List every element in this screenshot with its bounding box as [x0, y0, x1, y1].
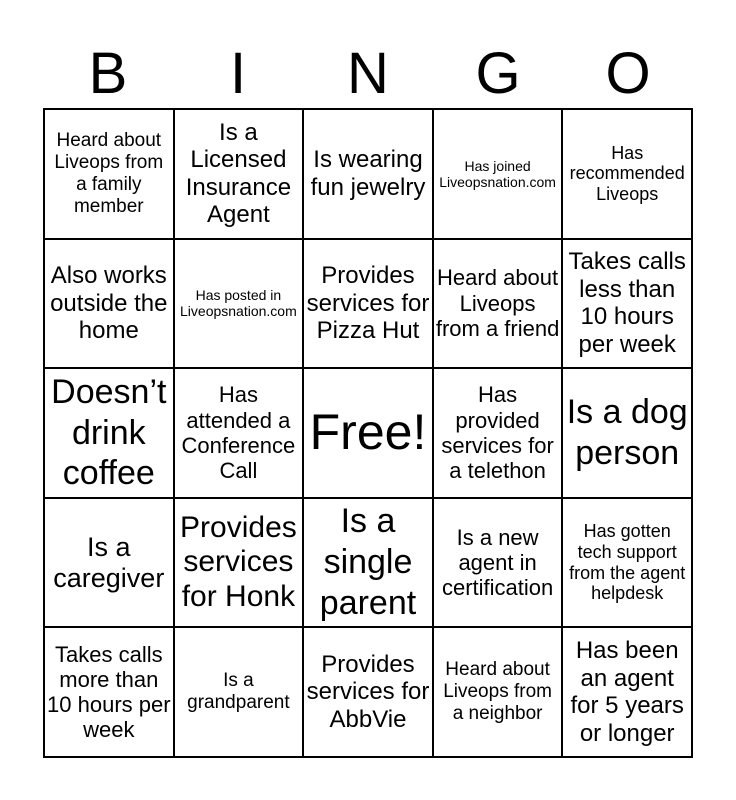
bingo-cell[interactable]: Also works outside the home: [44, 239, 174, 369]
header-letter-n: N: [347, 41, 389, 106]
bingo-cell[interactable]: Is a dog person: [562, 368, 692, 498]
bingo-cell[interactable]: Has posted in Liveopsnation.com: [174, 239, 304, 369]
bingo-cell[interactable]: Has gotten tech support from the agent helpdesk: [562, 498, 692, 628]
bingo-header: [43, 40, 693, 108]
bingo-cell[interactable]: Takes calls less than 10 hours per week: [562, 239, 692, 369]
bingo-cell[interactable]: Is a grandparent: [174, 627, 304, 757]
bingo-cell[interactable]: Has attended a Conference Call: [174, 368, 304, 498]
bingo-cell[interactable]: Has recommended Liveops: [562, 109, 692, 239]
bingo-cell[interactable]: Has provided services for a telethon: [433, 368, 563, 498]
header-letter-g: G: [475, 41, 521, 106]
bingo-cell[interactable]: Is wearing fun jewelry: [303, 109, 433, 239]
header-letter-b: B: [88, 41, 128, 106]
header-letter-i: I: [229, 41, 247, 106]
header-letter-o: O: [605, 41, 651, 106]
bingo-cell[interactable]: Provides services for Honk: [174, 498, 304, 628]
bingo-cell[interactable]: Takes calls more than 10 hours per week: [44, 627, 174, 757]
bingo-cell[interactable]: Is a Licensed Insurance Agent: [174, 109, 304, 239]
bingo-cell[interactable]: Heard about Liveops from a neighbor: [433, 627, 563, 757]
bingo-cell[interactable]: Doesn’t drink coffee: [44, 368, 174, 498]
bingo-cell[interactable]: Is a caregiver: [44, 498, 174, 628]
bingo-cell[interactable]: Has been an agent for 5 years or longer: [562, 627, 692, 757]
bingo-cell[interactable]: Has joined Liveopsnation.com: [433, 109, 563, 239]
bingo-cell[interactable]: Is a single parent: [303, 498, 433, 628]
bingo-cell[interactable]: Is a new agent in certification: [433, 498, 563, 628]
bingo-card: [43, 108, 693, 758]
bingo-cell[interactable]: Provides services for AbbVie: [303, 627, 433, 757]
bingo-cell[interactable]: Heard about Liveops from a friend: [433, 239, 563, 369]
bingo-cell[interactable]: Heard about Liveops from a family member: [44, 109, 174, 239]
bingo-cell[interactable]: Provides services for Pizza Hut: [303, 239, 433, 369]
free-space[interactable]: Free!: [303, 368, 433, 498]
